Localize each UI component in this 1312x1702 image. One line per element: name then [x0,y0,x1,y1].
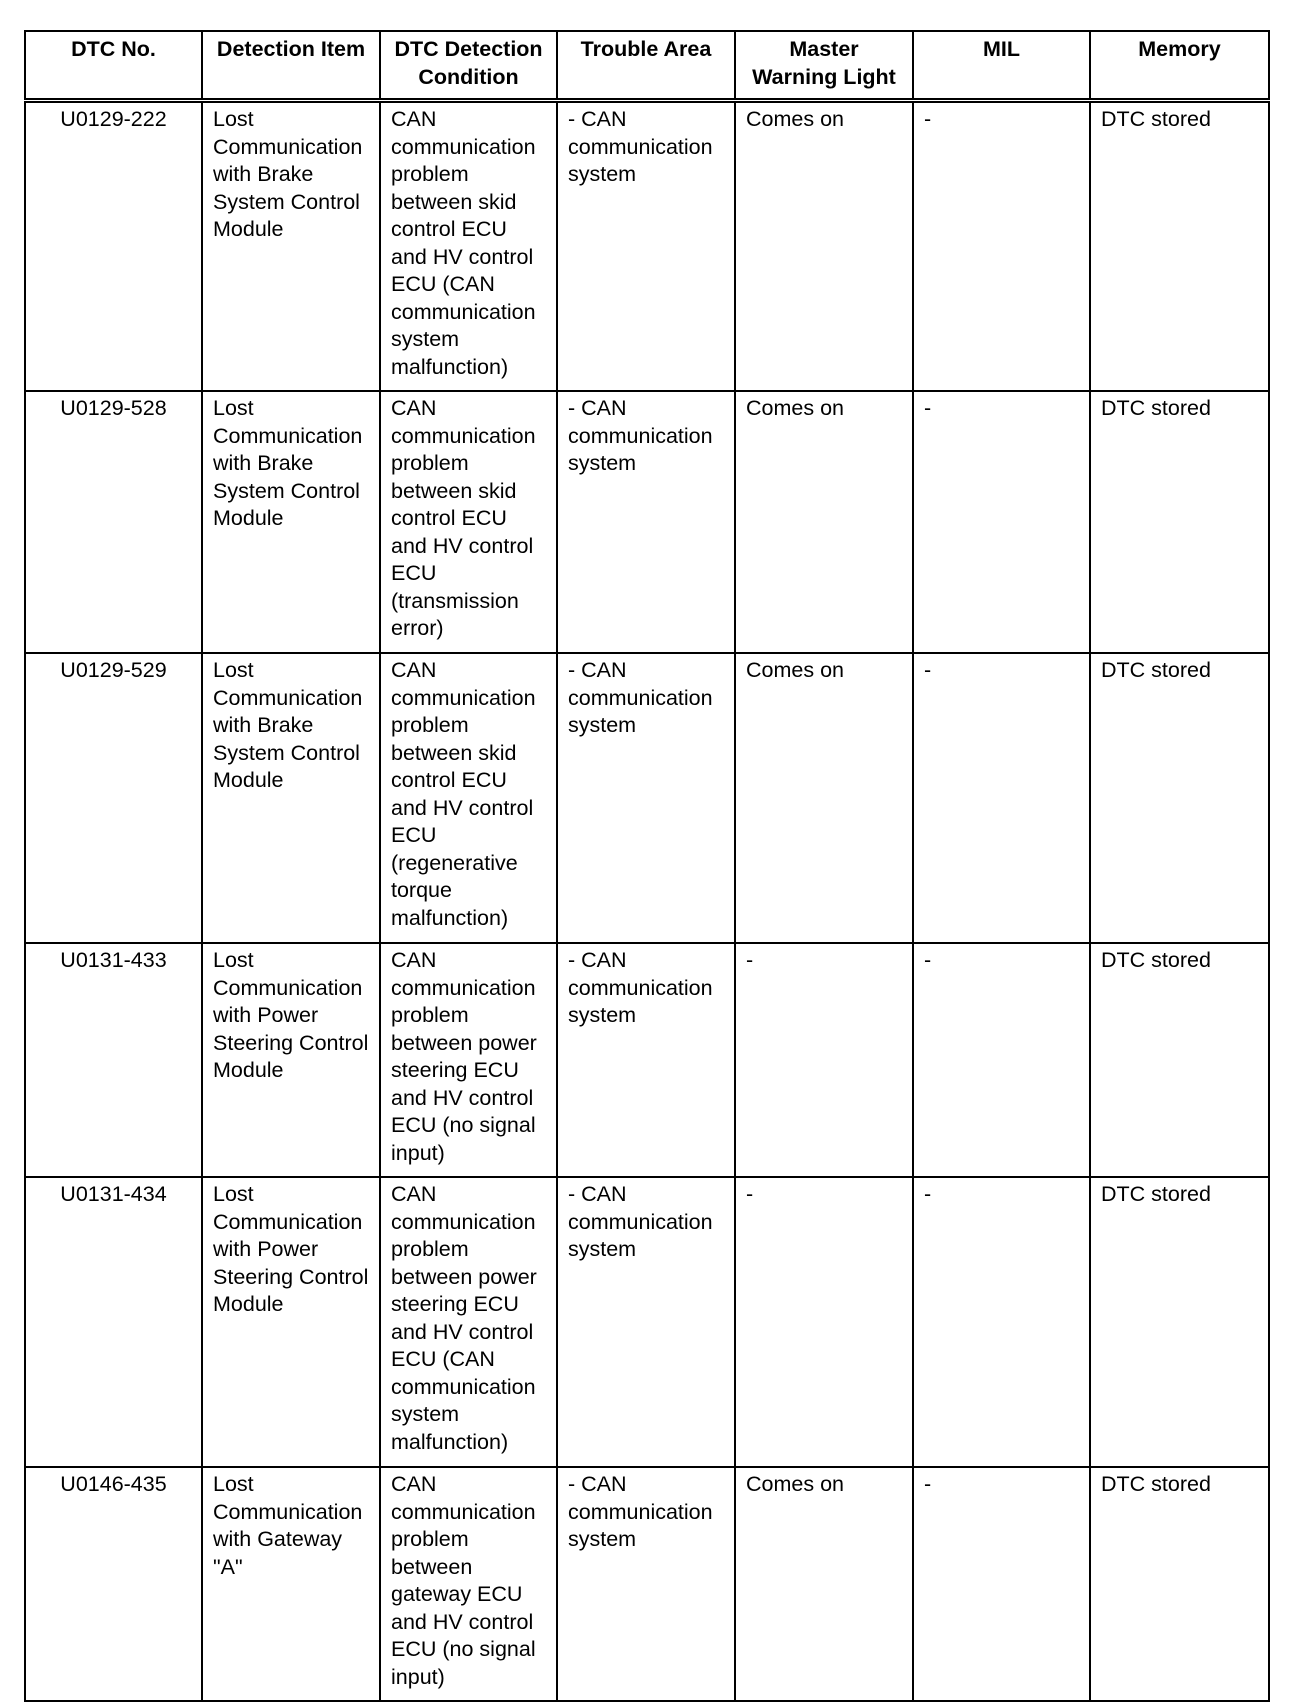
cell-master-warning-light: - [735,943,913,1177]
cell-dtc-no: U0129-529 [25,653,202,943]
cell-master-warning-light: Comes on [735,1467,913,1701]
cell-dtc-no: U0131-433 [25,943,202,1177]
cell-memory: DTC stored [1090,943,1269,1177]
cell-master-warning-light: Comes on [735,391,913,653]
cell-dtc-no: U0146-435 [25,1467,202,1701]
cell-mil: - [913,391,1090,653]
table-row [25,653,1269,943]
cell-detection-item: Lost Communication with Brake System Control Module [202,391,380,653]
header-master-warning-light: Master Warning Light [735,31,913,101]
cell-mil: - [913,943,1090,1177]
cell-memory: DTC stored [1090,653,1269,943]
cell-detection-item: Lost Communication with Brake System Control Module [202,653,380,943]
cell-memory: DTC stored [1090,1467,1269,1701]
cell-mil: - [913,1177,1090,1467]
cell-trouble-area: - CAN communication system [557,943,735,1177]
cell-detection-condition: CAN communication problem between power steering ECU and HV control ECU (CAN communication system malfunction) [380,1177,557,1467]
cell-master-warning-light: Comes on [735,653,913,943]
cell-master-warning-light: Comes on [735,101,913,392]
cell-dtc-no: U0131-434 [25,1177,202,1467]
cell-memory: DTC stored [1090,391,1269,653]
header-detection-item: Detection Item [202,31,380,101]
cell-trouble-area: - CAN communication system [557,653,735,943]
header-mil: MIL [913,31,1090,101]
header-dtc-no: DTC No. [25,31,202,101]
cell-dtc-no: U0129-528 [25,391,202,653]
table-row [25,943,1269,1177]
cell-mil: - [913,653,1090,943]
cell-detection-condition: CAN communication problem between skid control ECU and HV control ECU (CAN communication system malfunction) [380,101,557,392]
cell-detection-item: Lost Communication with Power Steering Control Module [202,943,380,1177]
cell-trouble-area: - CAN communication system [557,1177,735,1467]
cell-detection-item: Lost Communication with Brake System Control Module [202,101,380,392]
cell-mil: - [913,1467,1090,1701]
header-row [25,31,1269,101]
cell-detection-condition: CAN communication problem between power steering ECU and HV control ECU (no signal input) [380,943,557,1177]
cell-detection-condition: CAN communication problem between gateway ECU and HV control ECU (no signal input) [380,1467,557,1701]
cell-detection-item: Lost Communication with Power Steering Control Module [202,1177,380,1467]
table-row [25,1177,1269,1467]
header-trouble-area: Trouble Area [557,31,735,101]
cell-trouble-area: - CAN communication system [557,1467,735,1701]
cell-detection-item: Lost Communication with Gateway "A" [202,1467,380,1701]
cell-mil: - [913,101,1090,392]
dtc-table [24,30,1270,1702]
header-detection-condition: DTC Detection Condition [380,31,557,101]
cell-dtc-no: U0129-222 [25,101,202,392]
cell-memory: DTC stored [1090,101,1269,392]
table-row [25,391,1269,653]
cell-trouble-area: - CAN communication system [557,391,735,653]
cell-detection-condition: CAN communication problem between skid control ECU and HV control ECU (transmission error) [380,391,557,653]
cell-master-warning-light: - [735,1177,913,1467]
table-row [25,101,1269,392]
table-header [25,31,1269,101]
table-body [25,101,1269,1702]
header-memory: Memory [1090,31,1269,101]
cell-memory: DTC stored [1090,1177,1269,1467]
table-row [25,1467,1269,1701]
cell-trouble-area: - CAN communication system [557,101,735,392]
cell-detection-condition: CAN communication problem between skid control ECU and HV control ECU (regenerative torque malfunction) [380,653,557,943]
document-page [24,30,1268,1702]
